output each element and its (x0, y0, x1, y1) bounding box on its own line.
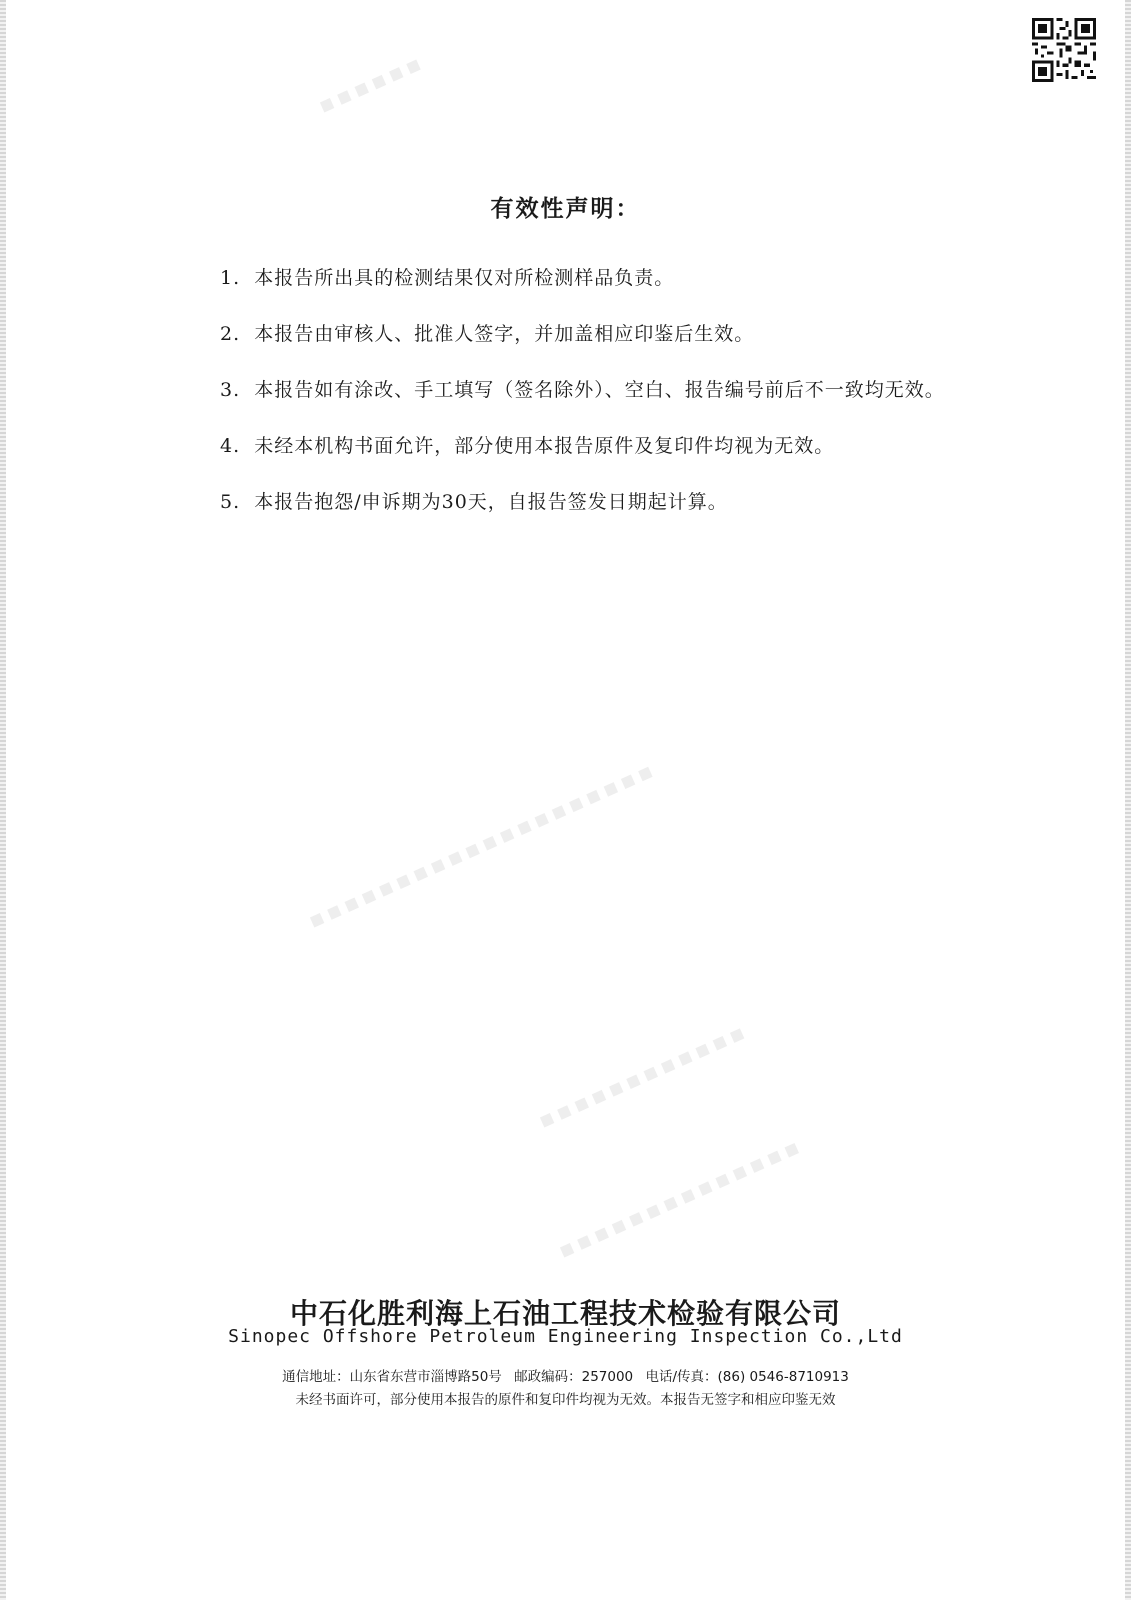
watermark-stamp: ▪▪▪▪▪▪▪▪▪▪▪▪▪▪▪▪▪▪▪▪ (304, 757, 661, 934)
watermark-stamp: ▪▪▪▪▪▪▪▪▪▪▪▪▪▪ (554, 1133, 807, 1264)
scan-edge-left (0, 0, 6, 1600)
statement-text: 本报告所出具的检测结果仅对所检测样品负责。 (254, 267, 675, 289)
qr-code-icon (1032, 18, 1096, 82)
postal-code: 邮政编码：257000 (514, 1369, 634, 1385)
statement-item (178, 430, 963, 462)
statement-number: 2. (220, 323, 255, 345)
statement-text: 未经本机构书面允许，部分使用本报告原件及复印件均视为无效。 (254, 435, 835, 457)
statement-number: 3. (220, 379, 255, 401)
watermark-stamp: ▪▪▪▪▪▪▪▪▪▪▪▪ (534, 1018, 753, 1134)
statement-item (178, 486, 963, 518)
statement-number: 4. (220, 435, 255, 457)
page-title: 有效性声明： (490, 196, 641, 222)
statement-text: 本报告抱怨/申诉期为30天，自报告签发日期起计算。 (254, 491, 728, 513)
statement-item (178, 318, 963, 350)
statement-item (178, 374, 963, 406)
postal-address: 通信地址：山东省东营市淄博路50号 (282, 1369, 502, 1385)
footer-notice: 未经书面许可，部分使用本报告的原件和复印件均视为无效。本报告无签字和相应印鉴无效 (295, 1392, 836, 1408)
statement-number: 1. (220, 267, 255, 289)
watermark-stamp: ▪▪▪▪▪▪ (314, 49, 429, 119)
phone-fax: 电话/传真：(86) 0546-8710913 (645, 1369, 849, 1385)
company-name-cn: 中石化胜利海上石油工程技术检验有限公司 (289, 1297, 841, 1330)
statement-number: 5. (220, 491, 255, 513)
statement-text: 本报告由审核人、批准人签字，并加盖相应印鉴后生效。 (254, 323, 755, 345)
company-name-en: Sinopec Offshore Petroleum Engineering Inspection Co.,Ltd (228, 1326, 903, 1347)
validity-statement-list (178, 262, 963, 542)
statement-item (178, 262, 963, 294)
scan-edge-right (1125, 0, 1131, 1600)
contact-line (0, 1365, 1131, 1385)
statement-text: 本报告如有涂改、手工填写（签名除外）、空白、报告编号前后不一致均无效。 (254, 379, 945, 401)
